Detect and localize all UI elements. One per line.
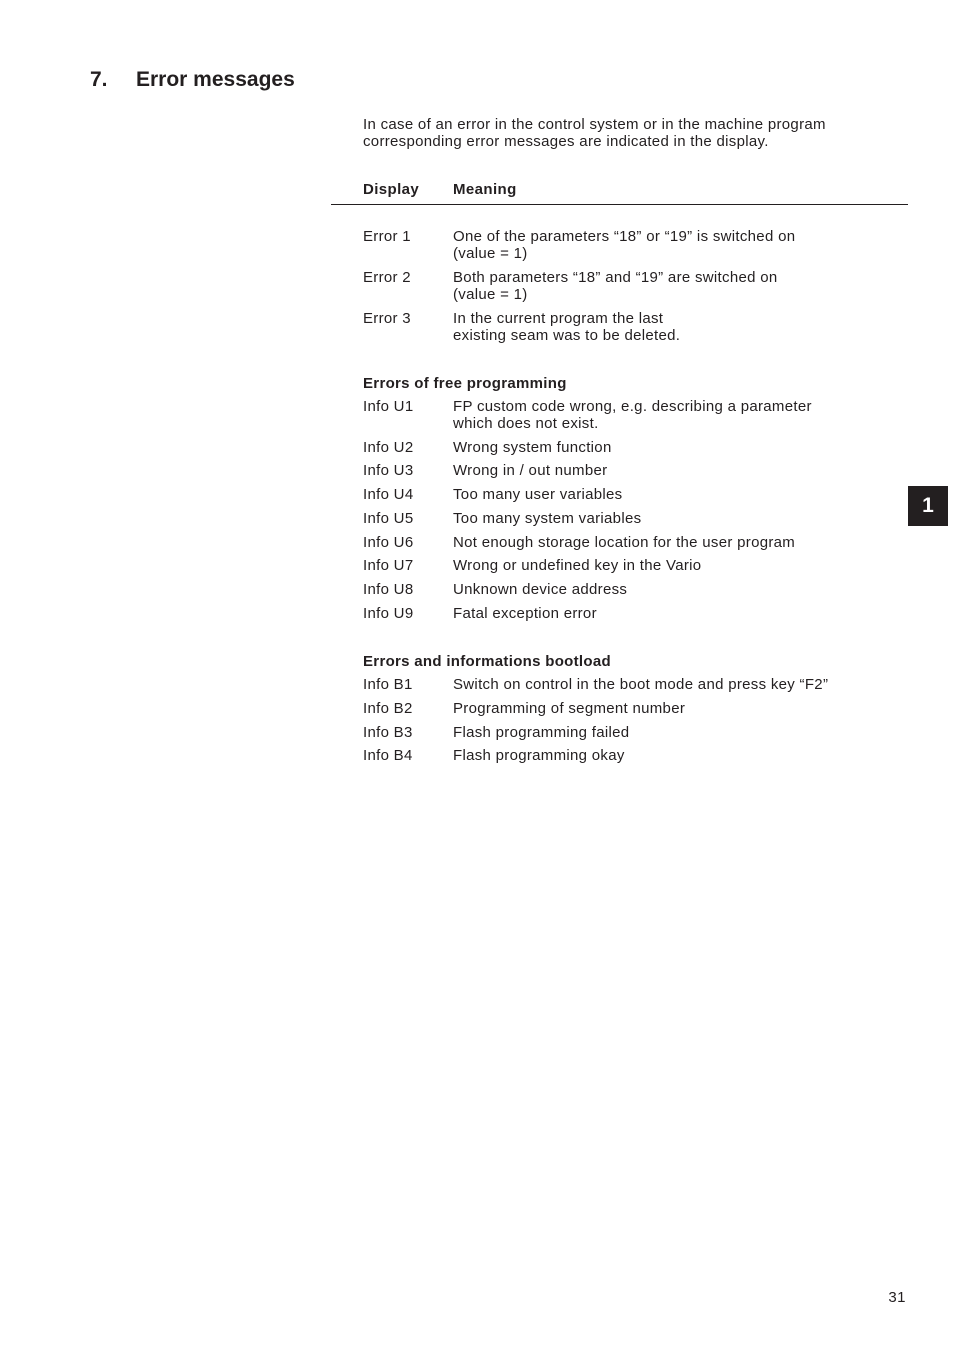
table-row	[363, 398, 908, 432]
table-row	[363, 700, 908, 717]
section-title-free-programming: Errors of free programming	[363, 375, 567, 392]
table-row	[363, 557, 908, 574]
table-row	[363, 439, 908, 456]
error-meaning	[453, 228, 908, 262]
info-code: Info U5	[363, 510, 414, 527]
table-row	[363, 581, 908, 598]
table-row	[363, 534, 908, 551]
intro-paragraph	[363, 116, 903, 150]
page-heading	[90, 68, 295, 92]
info-meaning: Too many user variables	[453, 486, 623, 503]
info-code: Info U6	[363, 534, 414, 551]
info-code: Info U1	[363, 398, 414, 415]
table-row	[363, 747, 908, 764]
info-meaning: Flash programming okay	[453, 747, 625, 764]
meaning-line: Both parameters “18” and “19” are switched on	[453, 269, 778, 286]
info-meaning: Wrong or undefined key in the Vario	[453, 557, 702, 574]
info-meaning: Programming of segment number	[453, 700, 686, 717]
info-meaning	[453, 398, 908, 432]
table-row	[363, 269, 908, 303]
table-row	[363, 228, 908, 262]
info-meaning: Flash programming failed	[453, 724, 630, 741]
info-code: Info U4	[363, 486, 414, 503]
info-meaning: Too many system variables	[453, 510, 642, 527]
info-meaning: Switch on control in the boot mode and press key “F2”	[453, 676, 829, 693]
error-meaning	[453, 269, 908, 303]
table-row	[363, 510, 908, 527]
info-code: Info U3	[363, 462, 414, 479]
table-row	[363, 724, 908, 741]
info-code: Info B2	[363, 700, 413, 717]
heading-title: Error messages	[136, 68, 295, 91]
info-meaning: Fatal exception error	[453, 605, 597, 622]
section-title-bootload: Errors and informations bootload	[363, 653, 611, 670]
meaning-line: (value = 1)	[453, 286, 528, 303]
page-number: 31	[888, 1289, 906, 1306]
meaning-line: One of the parameters “18” or “19” is switched on	[453, 228, 796, 245]
intro-line: In case of an error in the control system or in the machine program	[363, 116, 826, 133]
info-meaning: Wrong in / out number	[453, 462, 608, 479]
info-code: Info B4	[363, 747, 413, 764]
table-row	[363, 486, 908, 503]
info-code: Info U8	[363, 581, 414, 598]
intro-line: corresponding error messages are indicated in the display.	[363, 133, 769, 150]
table-row	[363, 605, 908, 622]
error-code: Error 1	[363, 228, 411, 245]
info-code: Info U2	[363, 439, 414, 456]
error-code: Error 3	[363, 310, 411, 327]
table-row	[363, 676, 908, 693]
error-code: Error 2	[363, 269, 411, 286]
info-meaning: Wrong system function	[453, 439, 612, 456]
header-divider	[331, 204, 908, 205]
meaning-line: (value = 1)	[453, 245, 528, 262]
meaning-line: FP custom code wrong, e.g. describing a parameter	[453, 398, 812, 415]
meaning-line: existing seam was to be deleted.	[453, 327, 681, 344]
heading-number: 7.	[90, 68, 108, 91]
info-meaning: Not enough storage location for the user program	[453, 534, 796, 551]
column-header-meaning: Meaning	[453, 181, 517, 198]
info-code: Info U7	[363, 557, 414, 574]
column-header-display: Display	[363, 181, 420, 198]
info-meaning: Unknown device address	[453, 581, 628, 598]
table-row	[363, 462, 908, 479]
info-code: Info B3	[363, 724, 413, 741]
chapter-tab-marker: 1	[908, 486, 948, 526]
error-meaning	[453, 310, 908, 344]
meaning-line: In the current program the last	[453, 310, 664, 327]
info-code: Info U9	[363, 605, 414, 622]
meaning-line: which does not exist.	[453, 415, 599, 432]
info-code: Info B1	[363, 676, 413, 693]
table-row	[363, 310, 908, 344]
